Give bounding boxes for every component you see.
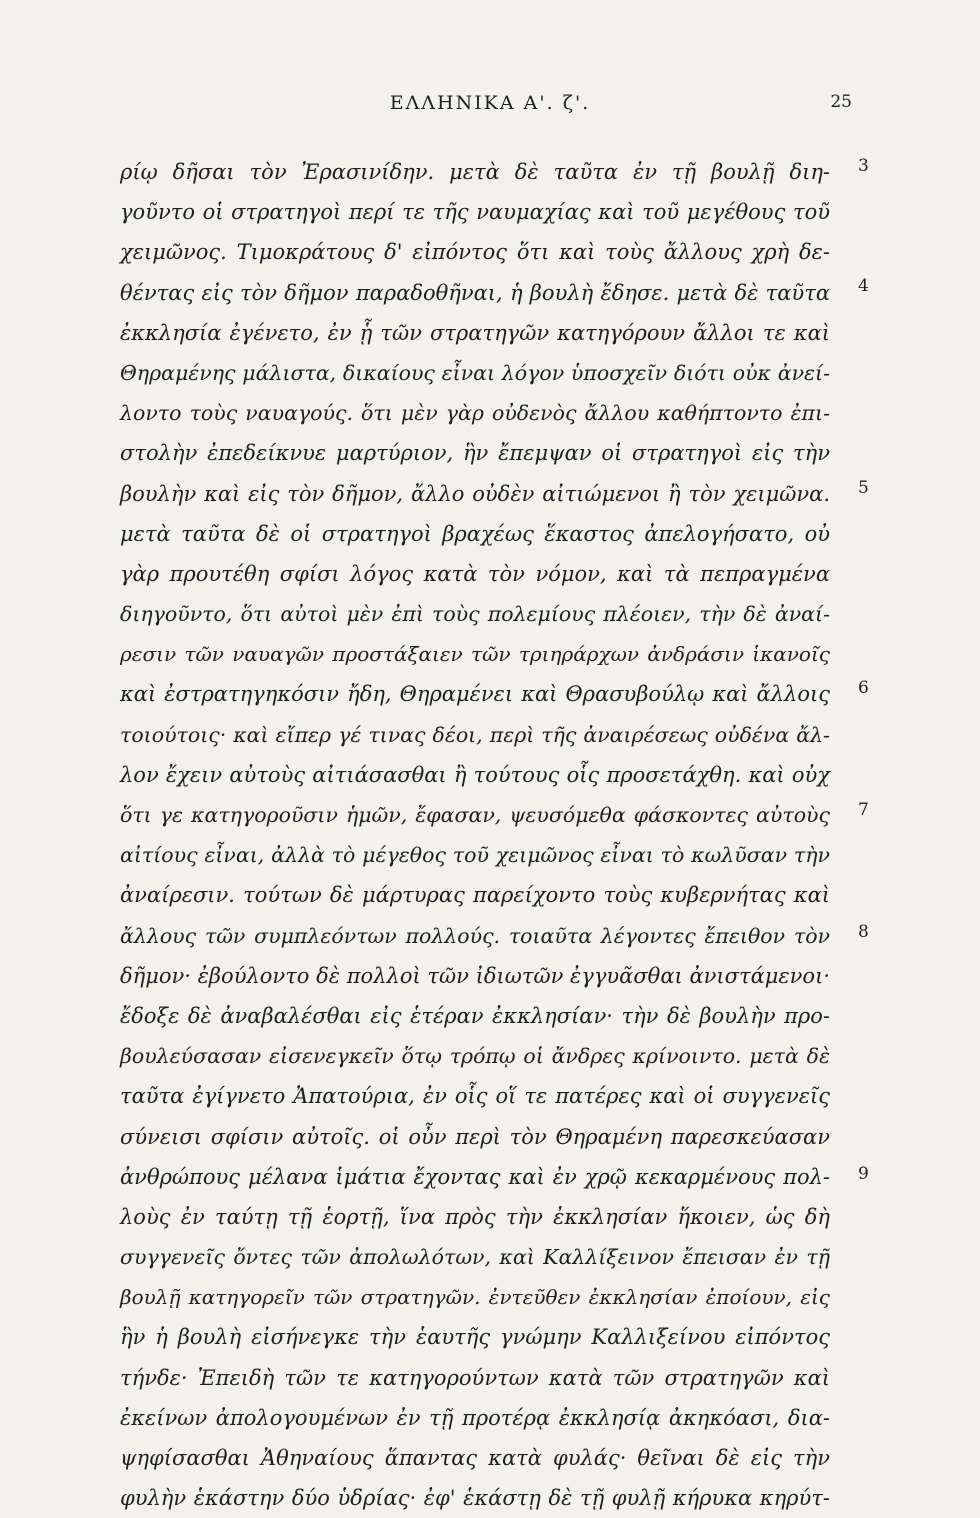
text-line: μετὰ ταῦτα δὲ οἱ στρατηγοὶ βραχέως ἕκαστος ἀπελογήσατο, οὐ	[120, 521, 830, 546]
text-line: ἔδοξε δὲ ἀναβαλέσθαι εἰς ἑτέραν ἐκκλησίαν· τὴν δὲ βουλὴν προ-	[120, 1003, 830, 1028]
text-line: φυλὴν ἑκάστην δύο ὑδρίας· ἐφ' ἑκάστῃ δὲ τῇ φυλῇ κήρυκα κηρύτ-	[120, 1486, 830, 1511]
text-line: ἐκκλησία ἐγένετο, ἐν ᾗ τῶν στρατηγῶν κατηγόρουν ἄλλοι τε καὶ	[120, 320, 830, 345]
text-line: ρίῳ δῆσαι τὸν Ἐρασινίδην. μετὰ δὲ ταῦτα ἐν τῇ βουλῇ διη-	[120, 160, 830, 184]
text-line: σύνεισι σφίσιν αὐτοῖς. οἱ οὖν περὶ τὸν Θηραμένη παρεσκεύασαν	[120, 1124, 830, 1149]
section-number-6: 6	[858, 678, 869, 698]
text-line: ὅτι γε κατηγοροῦσιν ἡμῶν, ἔφασαν, ψευσόμεθα φάσκοντες αὐτοὺς	[120, 803, 830, 827]
text-line: ἀναίρεσιν. τούτων δὲ μάρτυρας παρείχοντο τοὺς κυβερνήτας καὶ	[120, 883, 830, 908]
text-line: βουλεύσασαν εἰσενεγκεῖν ὅτῳ τρόπῳ οἱ ἄνδρες κρίνοιντο. μετὰ δὲ	[120, 1044, 830, 1069]
running-title: ΕΛΛΗΝΙΚΑ Α'. ζ'.	[389, 92, 591, 114]
text-line: ρεσιν τῶν ναυαγῶν προστάξαιεν τῶν τριηράρχων ἀνδράσιν ἱκανοῖς	[120, 642, 830, 667]
text-line: ἄλλους τῶν συμπλεόντων πολλούς. τοιαῦτα λέγοντες ἔπειθον τὸν	[120, 923, 830, 948]
text-line: συγγενεῖς ὄντες τῶν ἀπολωλότων, καὶ Καλλίξεινον ἔπεισαν ἐν τῇ	[120, 1245, 830, 1270]
text-line: ταῦτα ἐγίγνετο Ἀπατούρια, ἐν οἷς οἵ τε πατέρες καὶ οἱ συγγενεῖς	[120, 1084, 830, 1109]
text-line: τοιούτοις· καὶ εἴπερ γέ τινας δέοι, περὶ τῆς ἀναιρέσεως οὐδένα ἄλ-	[120, 722, 830, 747]
text-line: γὰρ προυτέθη σφίσι λόγος κατὰ τὸν νόμον, καὶ τὰ πεπραγμένα	[120, 561, 830, 586]
text-line: γοῦντο οἱ στρατηγοὶ περί τε τῆς ναυμαχίας καὶ τοῦ μεγέθους τοῦ	[120, 200, 830, 225]
text-line: βουλὴν καὶ εἰς τὸν δῆμον, ἄλλο οὐδὲν αἰτιώμενοι ἢ τὸν χειμῶνα.	[120, 481, 830, 506]
section-number-9: 9	[858, 1164, 869, 1184]
text-line: λοὺς ἐν ταύτῃ τῇ ἑορτῇ, ἵνα πρὸς τὴν ἐκκλησίαν ἥκοιεν, ὡς δὴ	[120, 1204, 830, 1229]
text-line: στολὴν ἐπεδείκνυε μαρτύριον, ἣν ἔπεμψαν οἱ στρατηγοὶ εἰς τὴν	[120, 441, 830, 466]
text-line: Θηραμένης μάλιστα, δικαίους εἶναι λόγον ὑποσχεῖν διότι οὐκ ἀνεί-	[120, 360, 830, 385]
section-number-5: 5	[858, 478, 869, 498]
body-text	[120, 152, 830, 1518]
text-line: ψηφίσασθαι Ἀθηναίους ἅπαντας κατὰ φυλάς· θεῖναι δὲ εἰς τὴν	[120, 1446, 830, 1470]
text-line: λοντο τοὺς ναυαγούς. ὅτι μὲν γὰρ οὐδενὸς ἄλλου καθήπτοντο ἐπι-	[120, 401, 830, 426]
text-line: βουλῇ κατηγορεῖν τῶν στρατηγῶν. ἐντεῦθεν ἐκκλησίαν ἐποίουν, εἰς	[120, 1285, 830, 1310]
text-line: καὶ ἐστρατηγηκόσιν ἤδη, Θηραμένει καὶ Θρασυβούλῳ καὶ ἄλλοις	[120, 682, 830, 707]
section-number-3: 3	[858, 156, 869, 176]
text-line: θέντας εἰς τὸν δῆμον παραδοθῆναι, ἡ βουλὴ ἔδησε. μετὰ δὲ ταῦτα	[120, 280, 830, 305]
page-number: 25	[830, 92, 852, 112]
text-line: ἣν ἡ βουλὴ εἰσήνεγκε τὴν ἑαυτῆς γνώμην Καλλιξείνου εἰπόντος	[120, 1325, 830, 1350]
text-line: ἐκείνων ἀπολογουμένων ἐν τῇ προτέρᾳ ἐκκλησίᾳ ἀκηκόασι, δια-	[120, 1405, 830, 1430]
text-line: λον ἔχειν αὐτοὺς αἰτιάσασθαι ἢ τούτους οἷς προσετάχθη. καὶ οὐχ	[120, 762, 830, 787]
text-line: διηγοῦντο, ὅτι αὐτοὶ μὲν ἐπὶ τοὺς πολεμίους πλέοιεν, τὴν δὲ ἀναί-	[120, 602, 830, 627]
section-number-8: 8	[858, 922, 869, 942]
text-line: χειμῶνος. Τιμοκράτους δ' εἰπόντος ὅτι καὶ τοὺς ἄλλους χρὴ δε-	[120, 240, 830, 265]
section-number-4: 4	[858, 276, 869, 296]
section-number-7: 7	[858, 800, 869, 820]
text-line: δῆμον· ἐβούλοντο δὲ πολλοὶ τῶν ἰδιωτῶν ἐγγυᾶσθαι ἀνιστάμενοι·	[120, 963, 830, 988]
text-line: αἰτίους εἶναι, ἀλλὰ τὸ μέγεθος τοῦ χειμῶνος εἶναι τὸ κωλῦσαν τὴν	[120, 843, 830, 868]
text-line: ἀνθρώπους μέλανα ἱμάτια ἔχοντας καὶ ἐν χρῷ κεκαρμένους πολ-	[120, 1164, 830, 1189]
text-line: τήνδε· Ἐπειδὴ τῶν τε κατηγορούντων κατὰ τῶν στρατηγῶν καὶ	[120, 1365, 830, 1390]
